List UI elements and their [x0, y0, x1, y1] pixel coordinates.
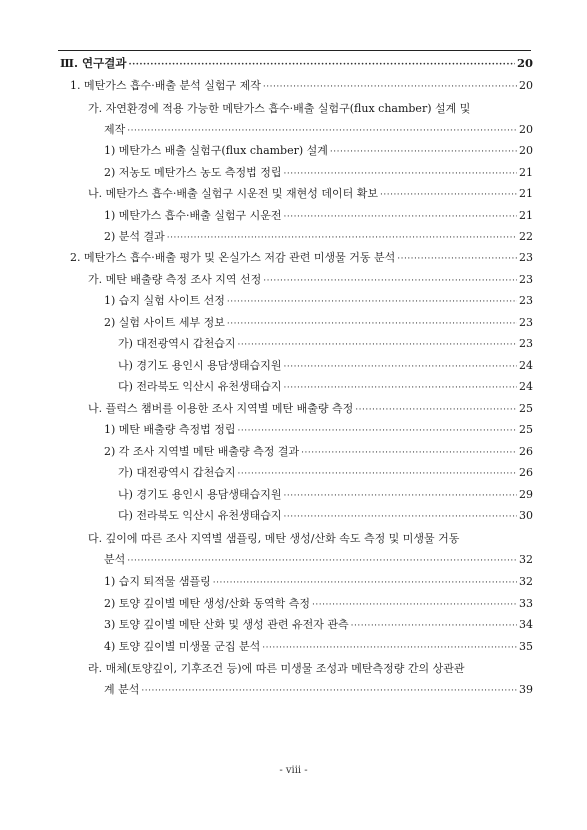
toc-entry[interactable] — [104, 166, 533, 181]
toc-title: 2) 분석 결과 — [104, 230, 165, 243]
toc-title: 다) 전라북도 익산시 유천생태습지 — [118, 380, 282, 393]
toc-page-number: 25 — [519, 423, 533, 436]
toc-page-number: 24 — [519, 380, 533, 393]
toc-entry[interactable] — [118, 466, 533, 481]
dot-leader — [380, 188, 517, 202]
toc-entry[interactable] — [118, 337, 533, 352]
toc-title: 가) 대전광역시 갑천습지 — [118, 337, 236, 350]
toc-title: 나) 경기도 용인시 용담생태습지원 — [118, 359, 282, 372]
toc-page-number: 25 — [519, 402, 533, 415]
toc-page-number: 20 — [519, 123, 533, 136]
toc-page-number: 20 — [519, 79, 533, 92]
dot-leader — [355, 403, 517, 417]
toc-title: 1) 메탄 배출량 측정법 정립 — [104, 423, 236, 436]
toc-entry[interactable] — [88, 273, 533, 288]
toc-entry[interactable] — [104, 597, 533, 612]
dot-leader — [127, 124, 517, 138]
toc-title: 제작 — [104, 123, 126, 136]
dot-leader — [238, 467, 517, 481]
toc-title: 라. 매체(토양깊이, 기후조건 등)에 따른 미생물 조성과 메탄측정량 간의 상관관 — [88, 662, 465, 675]
dot-leader — [284, 381, 517, 395]
toc-entry[interactable] — [88, 187, 533, 202]
dot-leader — [284, 360, 517, 374]
dot-leader — [128, 58, 515, 72]
toc-title: 1) 메탄가스 배출 실험구(flux chamber) 설계 — [104, 144, 328, 157]
dot-leader — [397, 252, 517, 266]
dot-leader — [238, 424, 517, 438]
toc-entry-wrapped-line[interactable] — [88, 102, 470, 116]
toc-entry[interactable] — [104, 553, 533, 568]
toc-entry[interactable] — [70, 79, 533, 94]
dot-leader — [213, 576, 517, 590]
toc-entry[interactable] — [104, 230, 533, 245]
toc-title: 1) 습지 퇴적물 샘플링 — [104, 575, 211, 588]
top-rule — [58, 50, 531, 51]
toc-entry[interactable] — [104, 445, 533, 460]
toc-entry[interactable] — [118, 380, 533, 395]
toc-entry[interactable] — [104, 618, 533, 633]
toc-page-number: 23 — [519, 251, 533, 264]
toc-entry[interactable] — [88, 402, 533, 417]
toc-title: 분석 — [104, 553, 126, 566]
toc-entry-section[interactable] — [60, 56, 533, 72]
toc-page-number: 24 — [519, 359, 533, 372]
toc-title: 1) 습지 실험 사이트 선정 — [104, 294, 225, 307]
toc-title: 4) 토양 깊이별 미생물 군집 분석 — [104, 640, 261, 653]
toc-entry[interactable] — [104, 123, 533, 138]
dot-leader — [227, 295, 517, 309]
dot-leader — [167, 231, 517, 245]
dot-leader — [141, 684, 517, 698]
toc-title: 가) 대전광역시 갑천습지 — [118, 466, 236, 479]
toc-page-number: 32 — [519, 553, 533, 566]
toc-entry[interactable] — [104, 294, 533, 309]
toc-title: 가. 자연환경에 적용 가능한 메탄가스 흡수·배출 실험구(flux chamber) 설계 및 — [88, 102, 471, 115]
dot-leader — [262, 641, 517, 655]
toc-title: 가. 메탄 배출량 측정 조사 지역 선정 — [88, 273, 262, 286]
toc-title: 다) 전라북도 익산시 유천생태습지 — [118, 509, 282, 522]
toc-title: 1. 메탄가스 흡수·배출 분석 실험구 제작 — [70, 79, 261, 92]
toc-entry[interactable] — [118, 509, 533, 524]
toc-title: 2) 저농도 메탄가스 농도 측정법 정립 — [104, 166, 282, 179]
toc-page-number: 23 — [519, 273, 533, 286]
page-number-label: - viii - — [279, 765, 308, 776]
toc-title: 2) 토양 깊이별 메탄 생성/산화 동역학 측정 — [104, 597, 310, 610]
toc-entry[interactable] — [104, 144, 533, 159]
toc-title: 나. 메탄가스 흡수·배출 실험구 시운전 및 재현성 데이터 확보 — [88, 187, 378, 200]
toc-title: 나) 경기도 용인시 용담생태습지원 — [118, 488, 282, 501]
toc-page-number: 21 — [519, 166, 533, 179]
toc-page-number: 22 — [519, 230, 533, 243]
toc-entry[interactable] — [118, 488, 533, 503]
toc-page-number: 26 — [519, 466, 533, 479]
toc-entry[interactable] — [104, 640, 533, 655]
toc-page-number: 32 — [519, 575, 533, 588]
toc-page-number: 23 — [519, 337, 533, 350]
toc-entry-wrapped-line[interactable] — [88, 662, 464, 676]
toc-page-number: 34 — [519, 618, 533, 631]
dot-leader — [127, 554, 517, 568]
toc-entry[interactable] — [104, 316, 533, 331]
dot-leader — [312, 598, 517, 612]
toc-title: Ⅲ. 연구결과 — [60, 56, 127, 70]
page-footer — [0, 765, 587, 776]
dot-leader — [284, 489, 517, 503]
dot-leader — [284, 210, 517, 224]
dot-leader — [284, 510, 517, 524]
toc-title: 다. 깊이에 따른 조사 지역별 샘플링, 메탄 생성/산화 속도 측정 및 미생물 거동 — [88, 532, 460, 545]
toc-title: 2. 메탄가스 흡수·배출 평가 및 온실가스 저감 관련 미생물 거동 분석 — [70, 251, 396, 264]
dot-leader — [284, 167, 517, 181]
toc-page-number: 21 — [519, 187, 533, 200]
toc-entry[interactable] — [70, 251, 533, 266]
toc-title: 3) 토양 깊이별 메탄 산화 및 생성 관련 유전자 관측 — [104, 618, 349, 631]
toc-title: 계 분석 — [104, 683, 140, 696]
toc-page-number: 21 — [519, 209, 533, 222]
toc-title: 1) 메탄가스 흡수·배출 실험구 시운전 — [104, 209, 282, 222]
toc-page-number: 20 — [516, 56, 533, 70]
dot-leader — [227, 317, 517, 331]
toc-entry[interactable] — [118, 359, 533, 374]
toc-entry[interactable] — [104, 209, 533, 224]
toc-page-number: 30 — [519, 509, 533, 522]
toc-title: 나. 플럭스 챔버를 이용한 조사 지역별 메탄 배출량 측정 — [88, 402, 354, 415]
toc-entry[interactable] — [104, 423, 533, 438]
dot-leader — [238, 338, 517, 352]
toc-page-number: 29 — [519, 488, 533, 501]
dot-leader — [263, 80, 517, 94]
toc-entry-wrapped-line[interactable] — [88, 532, 459, 546]
toc-page-number: 23 — [519, 294, 533, 307]
dot-leader — [330, 145, 517, 159]
toc-page-number: 33 — [519, 597, 533, 610]
toc-page-number: 20 — [519, 144, 533, 157]
toc-page-number: 26 — [519, 445, 533, 458]
toc-title: 2) 각 조사 지역별 메탄 배출량 측정 결과 — [104, 445, 300, 458]
toc-page-number: 39 — [519, 683, 533, 696]
toc-page-number: 23 — [519, 316, 533, 329]
toc-entry[interactable] — [104, 683, 533, 698]
dot-leader — [263, 274, 517, 288]
dot-leader — [351, 619, 517, 633]
toc-title: 2) 실험 사이트 세부 정보 — [104, 316, 225, 329]
toc-entry[interactable] — [104, 575, 533, 590]
dot-leader — [301, 446, 517, 460]
toc-page-number: 35 — [519, 640, 533, 653]
